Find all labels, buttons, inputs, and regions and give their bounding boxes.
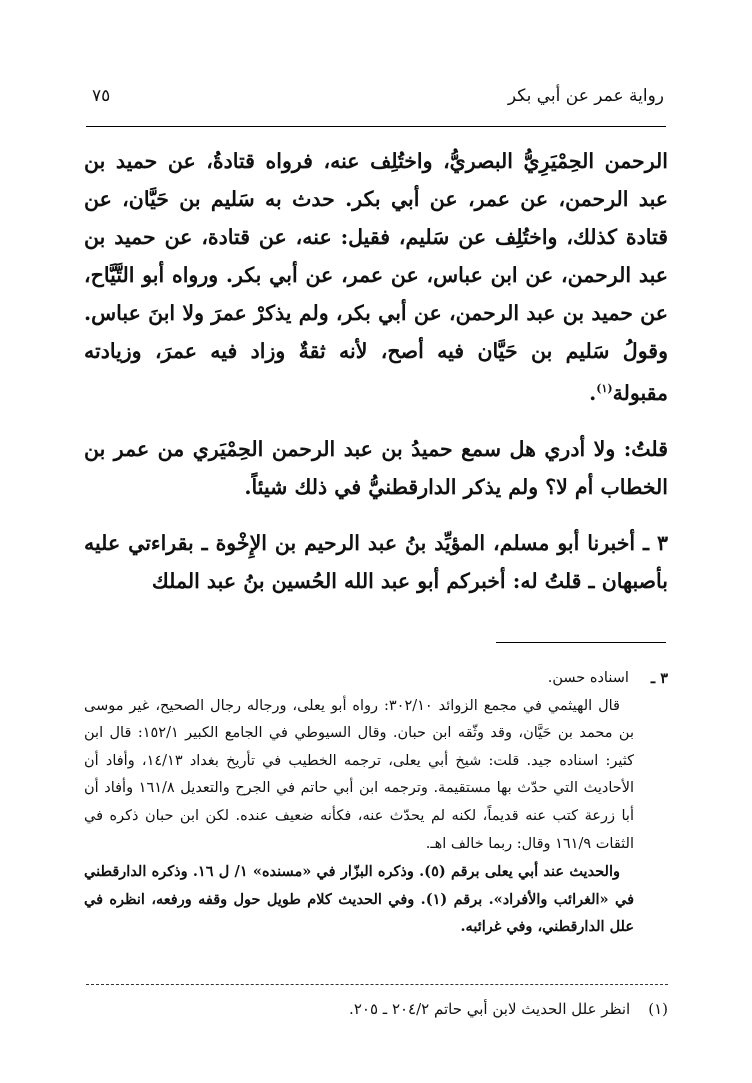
main-text xyxy=(84,142,668,600)
note-heading-row xyxy=(84,665,668,693)
note-paragraph-1: قال الهيثمي في مجمع الزوائد ٣٠٢/١٠: رواه أبو يعلى، ورجاله رجال الصحيح، غير موسى بن محمد بن حَيَّان، وقد وثّقه ابن حبان. وقال السيوطي في الجامع الكبير ١٥٢/١: قال ابن كثير: اسناده جيد. قلت: شيخ أبي يعلى، ترجمه الخطيب في تأريخ بغداد ١٤/١٣، وأفاد أن الأحاديث التي حدّث بها مستقيمة. وترجمه ابن أبي حاتم في الجرح والتعديل ١٦١/٨ وأفاد أن أبا زرعة كتب عنه قديماً، لكنه لم يحدّث عنه، فكأنه ضعيف عنده. لكن ابن حبان ذكره في الثقات ١٦١/٩ وقال: ربما خالف اهـ. xyxy=(84,697,634,852)
footnote-reference: (١) xyxy=(596,382,613,395)
note-paragraph-2: والحديث عند أبي يعلى برقم (٥). وذكره البزّار في «مسنده» ١/ ل ١٦. وذكره الدارقطني في «الغرائب والأفراد». برقم (١). وفي الحديث كلام طويل حول وقفه ورفعه، انظره في علل الدارقطني، وفي غرائبه. xyxy=(84,863,635,936)
note-number: ٣ ـ xyxy=(650,670,668,687)
footnote-number: (١) xyxy=(648,1000,668,1018)
running-header xyxy=(88,86,664,114)
note-body xyxy=(84,693,668,941)
notes-section xyxy=(84,665,668,941)
footnote xyxy=(84,1000,668,1018)
paragraph-1 xyxy=(84,142,668,412)
note-heading: اسناده حسن. xyxy=(547,670,629,686)
page-number: ٧٥ xyxy=(92,86,111,106)
notes-separator xyxy=(496,642,666,643)
footnote-text: انظر علل الحديث لابن أبي حاتم ٢٠٤/٢ ـ ٢٠٥. xyxy=(349,1000,631,1018)
paragraph-3: ٣ ـ أخبرنا أبو مسلم، المؤيِّد بنُ عبد الرحيم بن الإِخْوة ـ بقراءتي عليه بأصبهان ـ قلتُ له: أخبركم أبو عبد الله الحُسين بنُ عبد الملك xyxy=(84,530,668,593)
footnote-separator xyxy=(86,984,668,985)
header-rule xyxy=(86,126,666,127)
paragraph-1-end: . xyxy=(589,380,597,405)
paragraph-2: قلتُ: ولا أدري هل سمع حميدُ بن عبد الرحمن الحِمْيَري من عمر بن الخطاب أم لا؟ ولم يذكر الدارقطنيُّ في ذلك شيئاً. xyxy=(84,436,668,499)
running-header-title: رواية عمر عن أبي بكر xyxy=(507,86,664,106)
paragraph-1-text: الرحمن الحِمْيَرِيُّ البصريُّ، واختُلِف عنه، فرواه قتادةُ، عن حميد بن عبد الرحمن، عن عمر، عن أبي بكر. حدث به سَليم بن حَيَّان، عن قتادة كذلك، واختُلِف عن سَليم، فقيل: عنه، عن قتادة، عن حميد بن عبد الرحمن، عن ابن عباس، عن عمر، عن أبي بكر. ورواه أبو التَّيَّاح، عن حميد بن عبد الرحمن، عن أبي بكر، ولم يذكرْ عمرَ ولا ابنَ عباس. وقولُ سَليم بن حَيَّان فيه أصح، لأنه ثقةٌ وزاد فيه عمرَ، وزيادته مقبولة xyxy=(84,149,668,405)
